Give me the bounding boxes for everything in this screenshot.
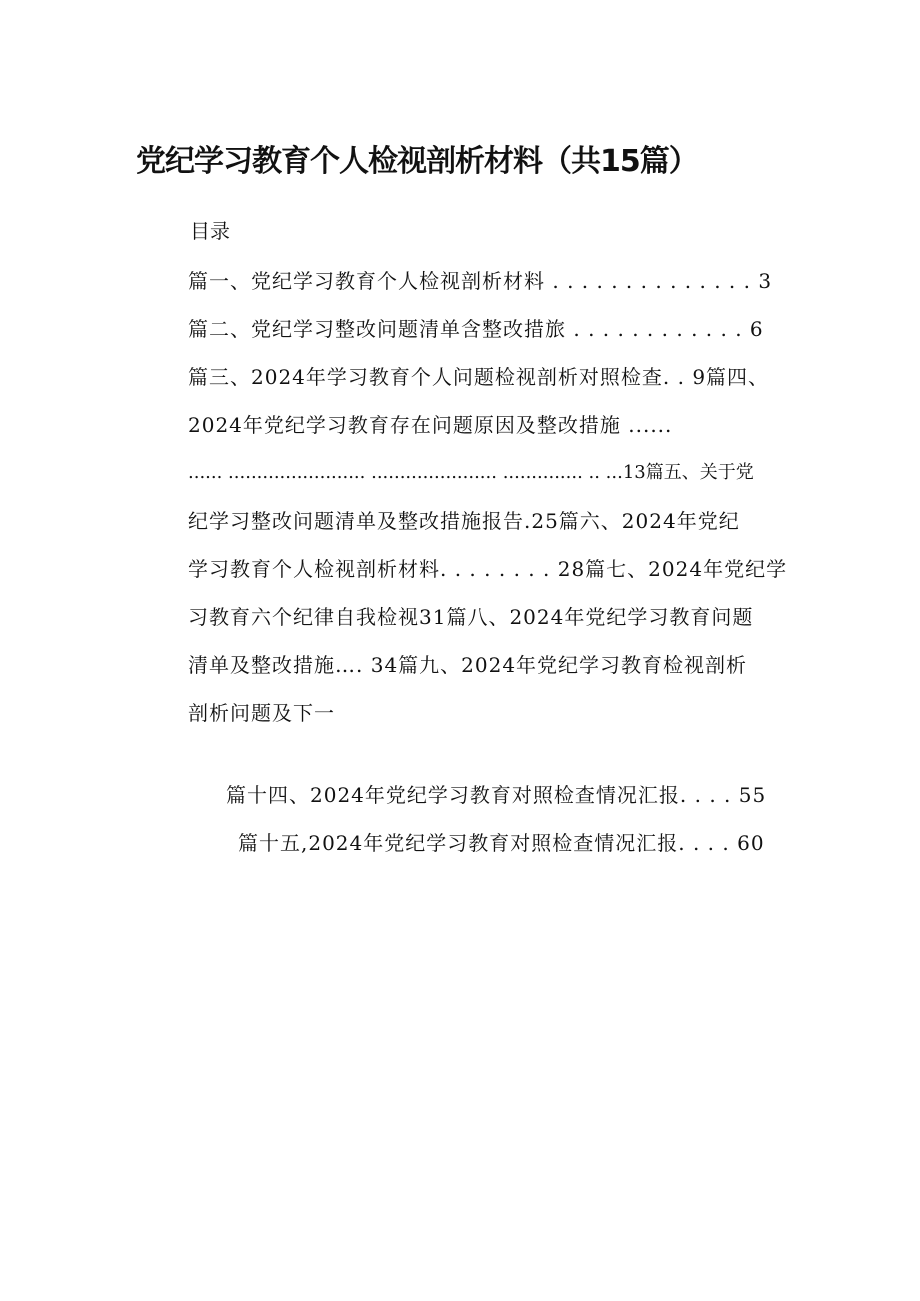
toc-label: 目录 — [190, 219, 230, 243]
toc-line: 篇一、党纪学习教育个人检视剖析材料 . . . . . . . . . . . . . . 3 — [188, 269, 773, 293]
toc-line: 纪学习整改问题清单及整改措施报告.25篇六、2024年党纪 — [188, 509, 740, 533]
toc-line: 篇三、2024年学习教育个人问题检视剖析对照检查. . 9篇四、 — [188, 365, 770, 389]
toc-line: ...... ........................ ...................... .............. .. ...13篇五、关于党 — [188, 462, 754, 483]
toc-line: 剖析问题及下一 — [188, 701, 335, 725]
toc-line: 2024年党纪学习教育存在问题原因及整改措施 ...... — [188, 413, 673, 437]
toc-line-fourteen: 篇十四、2024年党纪学习教育对照检查情况汇报. . . . 55 — [226, 783, 767, 807]
toc-line-fifteen: 篇十五,2024年党纪学习教育对照检查情况汇报. . . . 60 — [238, 831, 765, 855]
document-title: 党纪学习教育个人检视剖析材料（共15篇） — [136, 144, 698, 179]
toc-line: 习教育六个纪律自我检视31篇八、2024年党纪学习教育问题 — [188, 605, 754, 629]
toc-line: 清单及整改措施…. 34篇九、2024年党纪学习教育检视剖析 — [188, 653, 748, 677]
toc-line: 学习教育个人检视剖析材料. . . . . . . . 28篇七、2024年党纪学 — [188, 557, 788, 581]
toc-line: 篇二、党纪学习整改问题清单含整改措旅 . . . . . . . . . . . . 6 — [188, 317, 764, 341]
